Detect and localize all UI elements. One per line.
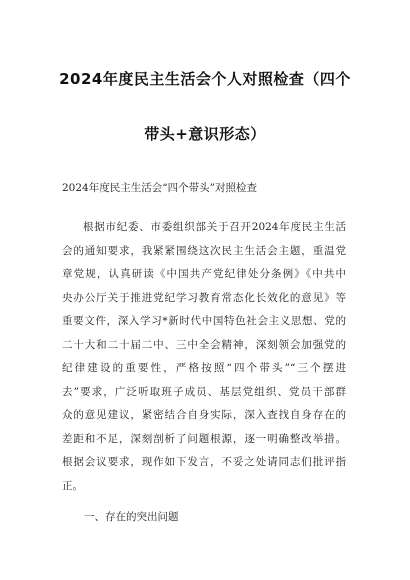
body-line: 纪律建设的重要性，严格按照“四个带头”“三个摆进: [62, 362, 346, 374]
body-line: 章党规，认真研读《中国共产党纪律处分条例》《中共中: [62, 268, 346, 280]
body-line: 去”要求，广泛听取班子成员、基层党组织、党员干部群: [62, 385, 346, 398]
body-line: 重要文件，深入学习*新时代中国特色社会主义思想、党的: [62, 315, 346, 327]
body-line: 差距和不足，深刻剖析了问题根源，逐一明确整改举措。: [62, 432, 346, 445]
body-line: 二十大和二十届二中、三中全会精神，深刻领会加强党的: [62, 338, 346, 351]
body-line: 央办公厅关于推进党纪学习教育常态化长效化的意见》等: [62, 291, 346, 304]
body-line: 根据市纪委、市委组织部关于召开2024年度民主生活: [83, 221, 346, 233]
document-title-line-2: 带头+意识形态）: [144, 125, 266, 143]
body-line: 众的意见建议，紧密结合自身实际，深入查找自身存在的: [62, 409, 346, 421]
document-title-line-1: 2024年度民主生活会个人对照检查（四个: [59, 70, 351, 88]
body-line: 根据会议要求，现作如下发言，不妥之处请同志们批评指: [62, 456, 346, 468]
body-line: 会的通知要求，我紧紧围绕这次民主生活会主题，重温党: [62, 244, 346, 257]
document-subtitle: 2024年度民主生活会“四个带头”对照检查: [62, 182, 257, 194]
body-paragraph: [62, 216, 346, 498]
body-line: 正。: [62, 479, 83, 492]
section-heading: 一、存在的突出问题: [84, 511, 179, 523]
